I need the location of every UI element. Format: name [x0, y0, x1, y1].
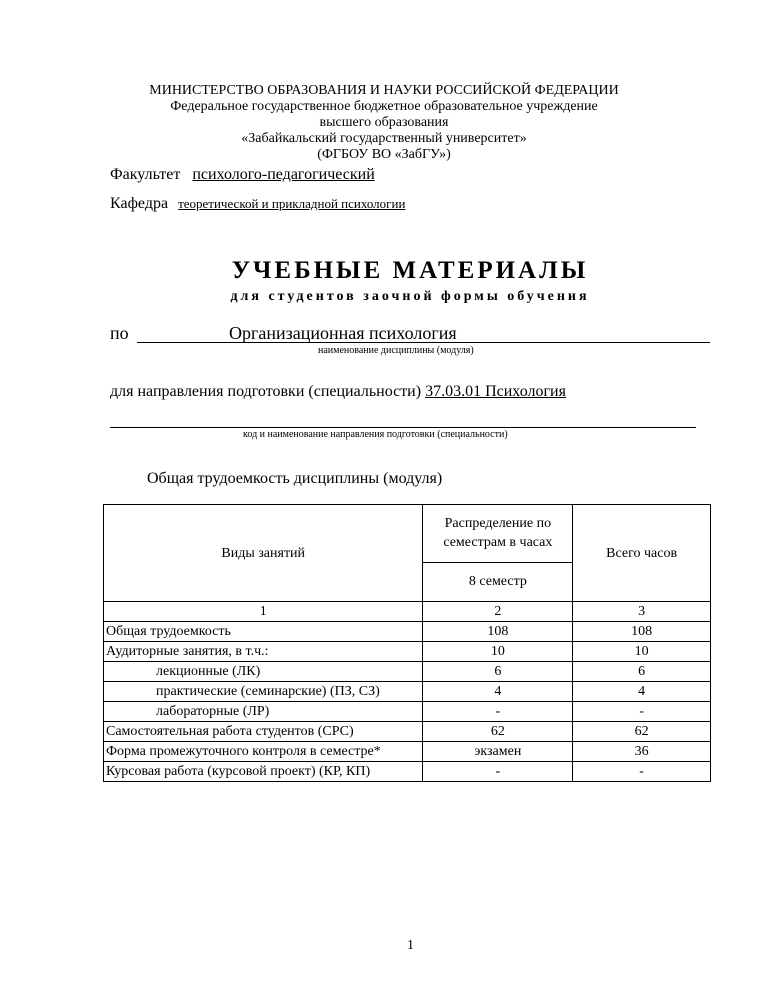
total-hours-cell: -	[573, 762, 711, 782]
table-row	[104, 722, 711, 742]
document-subtitle-wrap	[0, 287, 768, 305]
department-value: теоретической и прикладной психологии	[178, 196, 406, 211]
index-cell: 1	[104, 602, 423, 622]
workload-table	[103, 504, 711, 782]
index-cell: 3	[573, 602, 711, 622]
direction-label: для направления подготовки (специальности)	[110, 383, 422, 400]
institution-type-line: Федеральное государственное бюджетное образовательное учреждение	[170, 99, 598, 114]
education-level-line: высшего образования	[319, 115, 449, 130]
discipline-underline	[137, 342, 710, 343]
semester-hours-cell: -	[423, 702, 573, 722]
faculty-row	[110, 166, 375, 184]
index-cell: 2	[423, 602, 573, 622]
col-header-semester-distribution: Распределение по семестрам в часах	[423, 505, 573, 563]
direction-row	[110, 382, 566, 402]
activity-name-cell: Самостоятельная работа студентов (СРС)	[104, 722, 423, 742]
semester-hours-cell: -	[423, 762, 573, 782]
faculty-label: Факультет	[110, 166, 181, 183]
document-subtitle: для студентов заочной формы обучения	[230, 289, 590, 304]
col-subheader-semester: 8 семестр	[423, 562, 573, 601]
table-row	[104, 622, 711, 642]
semester-hours-cell: 4	[423, 682, 573, 702]
activity-name-cell: практические (семинарские) (ПЗ, СЗ)	[104, 682, 423, 702]
table-row	[104, 702, 711, 722]
direction-value: 37.03.01 Психология	[425, 383, 566, 400]
table-row	[104, 662, 711, 682]
table-header-row	[104, 505, 711, 563]
activity-name-cell: Форма промежуточного контроля в семестре*	[104, 742, 423, 762]
table-row	[104, 682, 711, 702]
document-title-wrap	[0, 257, 768, 285]
total-hours-cell: 10	[573, 642, 711, 662]
total-hours-cell: 4	[573, 682, 711, 702]
ministry-line: МИНИСТЕРСТВО ОБРАЗОВАНИЯ И НАУКИ РОССИЙСКОЙ ФЕДЕРАЦИИ	[149, 83, 619, 98]
department-row	[110, 195, 405, 213]
table-row	[104, 742, 711, 762]
semester-hours-cell: 108	[423, 622, 573, 642]
discipline-prefix: по	[110, 323, 129, 343]
table-row	[104, 762, 711, 782]
document-title: УЧЕБНЫЕ МАТЕРИАЛЫ	[231, 257, 589, 284]
col-header-total-hours: Всего часов	[573, 505, 711, 602]
activity-name-cell: Курсовая работа (курсовой проект) (КР, КП)	[104, 762, 423, 782]
table-row	[104, 642, 711, 662]
semester-hours-cell: 62	[423, 722, 573, 742]
semester-hours-cell: 6	[423, 662, 573, 682]
discipline-name: Организационная психология	[229, 323, 457, 343]
workload-heading: Общая трудоемкость дисциплины (модуля)	[147, 470, 443, 487]
direction-caption: код и наименование направления подготовки (специальности)	[243, 429, 508, 440]
department-label: Кафедра	[110, 195, 169, 212]
total-hours-cell: -	[573, 702, 711, 722]
total-hours-cell: 36	[573, 742, 711, 762]
col-header-activity-types: Виды занятий	[104, 505, 423, 602]
activity-name-cell: Аудиторные занятия, в т.ч.:	[104, 642, 423, 662]
total-hours-cell: 62	[573, 722, 711, 742]
university-name-line: «Забайкальский государственный университет»	[241, 131, 527, 146]
page-number: 1	[407, 938, 414, 953]
university-abbreviation-line: (ФГБОУ ВО «ЗабГУ»)	[317, 147, 451, 162]
total-hours-cell: 108	[573, 622, 711, 642]
activity-name-cell: лабораторные (ЛР)	[104, 702, 423, 722]
activity-name-cell: Общая трудоемкость	[104, 622, 423, 642]
semester-hours-cell: экзамен	[423, 742, 573, 762]
activity-name-cell: лекционные (ЛК)	[104, 662, 423, 682]
table-index-row	[104, 602, 711, 622]
direction-line	[110, 427, 696, 428]
faculty-value: психолого-педагогический	[192, 166, 375, 183]
discipline-caption: наименование дисциплины (модуля)	[318, 345, 474, 356]
total-hours-cell: 6	[573, 662, 711, 682]
semester-hours-cell: 10	[423, 642, 573, 662]
